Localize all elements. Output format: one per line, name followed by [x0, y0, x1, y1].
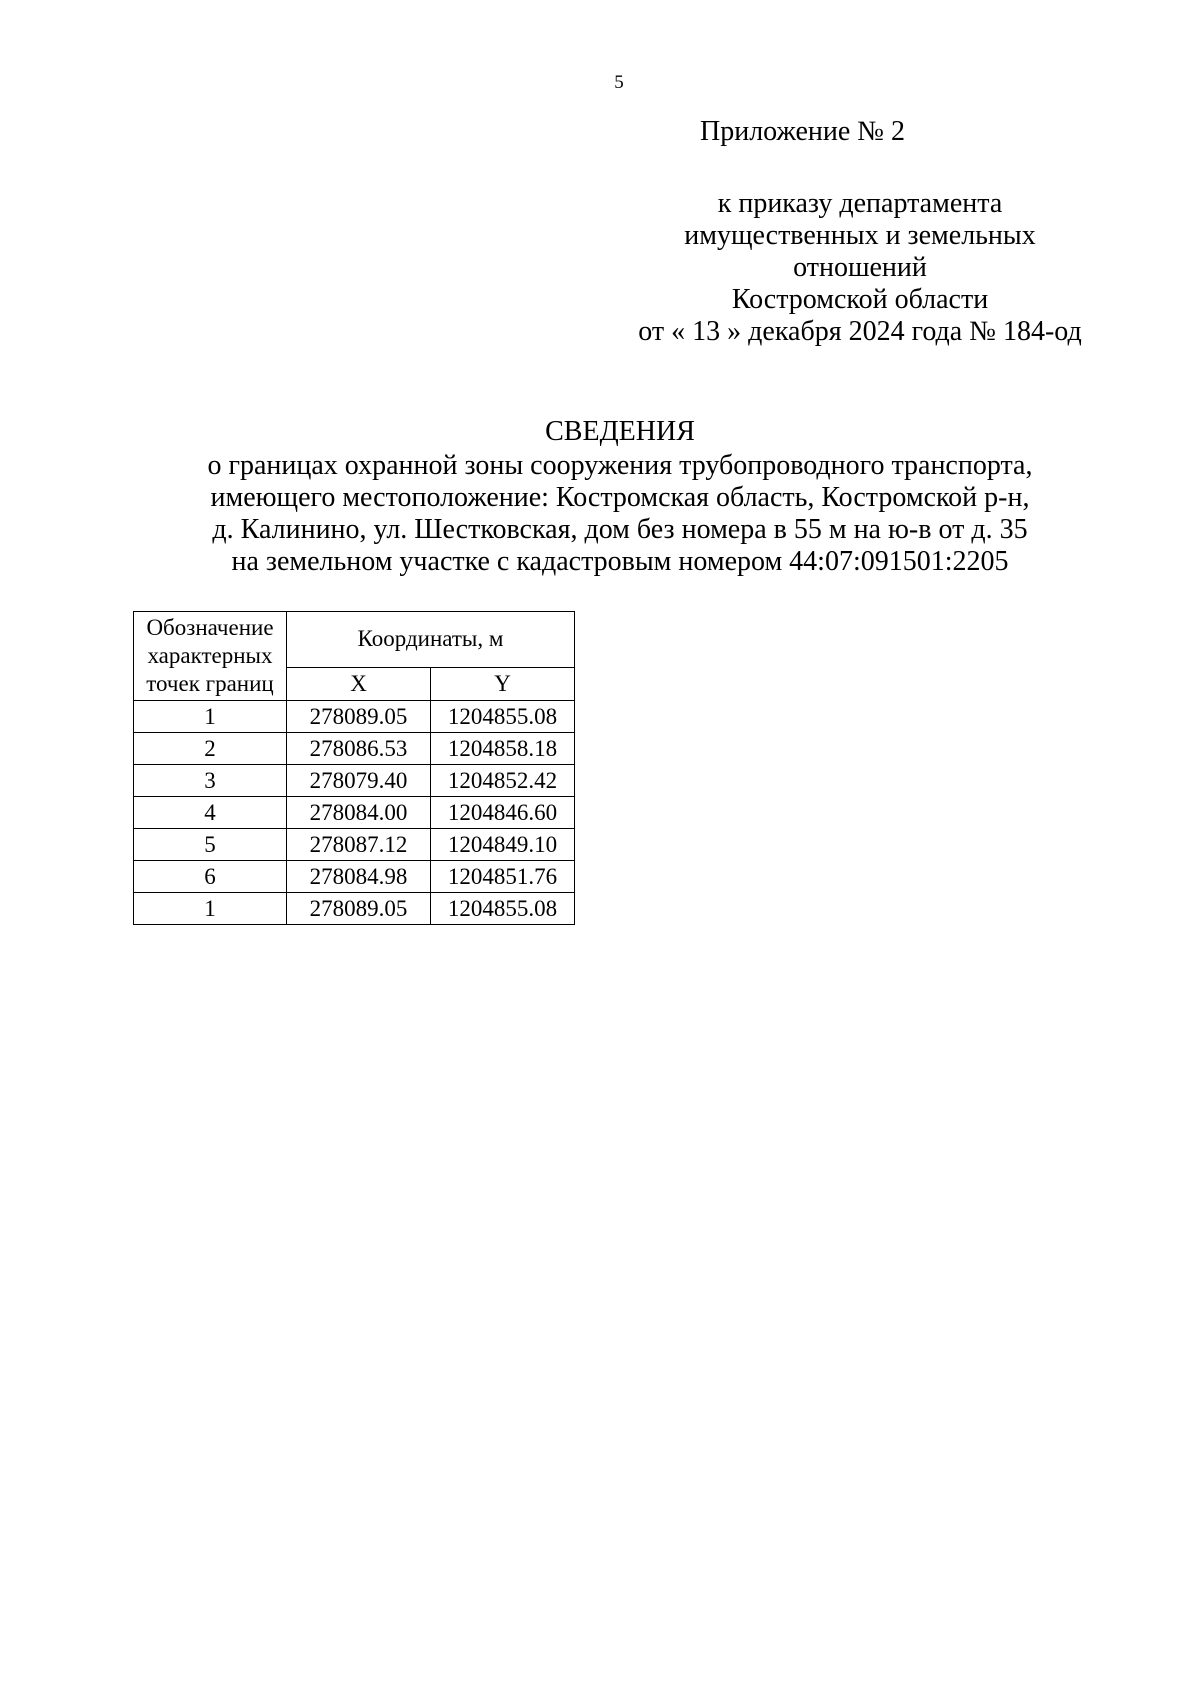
cell-y: 1204846.60 — [431, 797, 575, 829]
cell-x: 278087.12 — [287, 829, 431, 861]
table-row — [134, 797, 575, 829]
appendix-title: Приложение № 2 — [700, 116, 905, 147]
order-line: имущественных и земельных — [684, 220, 1036, 251]
description-line: о границах охранной зоны сооружения трубопроводного транспорта, — [207, 450, 1033, 481]
description-line: имеющего местоположение: Костромская область, Костромской р-н, — [210, 482, 1030, 513]
cell-point: 5 — [134, 829, 287, 861]
table-row — [134, 701, 575, 733]
document-heading: СВЕДЕНИЯ — [545, 416, 695, 447]
table-row — [134, 765, 575, 797]
table-row — [134, 893, 575, 925]
description-line: д. Калинино, ул. Шестковская, дом без номера в 55 м на ю-в от д. 35 — [212, 514, 1028, 545]
header-x: X — [287, 667, 431, 700]
order-line: от « 13 » декабря 2024 года № 184-од — [638, 316, 1082, 347]
header-y: Y — [431, 667, 575, 700]
cell-y: 1204852.42 — [431, 765, 575, 797]
cell-y: 1204849.10 — [431, 829, 575, 861]
cell-y: 1204858.18 — [431, 733, 575, 765]
order-line: Костромской области — [731, 284, 989, 315]
cell-x: 278084.00 — [287, 797, 431, 829]
page-number: 5 — [614, 72, 624, 93]
order-line: отношений — [793, 252, 927, 283]
cell-point: 1 — [134, 893, 287, 925]
cell-point: 4 — [134, 797, 287, 829]
cell-x: 278089.05 — [287, 701, 431, 733]
cell-x: 278084.98 — [287, 861, 431, 893]
cell-y: 1204855.08 — [431, 701, 575, 733]
header-point-designation: Обозначение характерных точек границ — [134, 612, 287, 701]
cell-x: 278086.53 — [287, 733, 431, 765]
cell-y: 1204851.76 — [431, 861, 575, 893]
table-row — [134, 733, 575, 765]
cell-point: 1 — [134, 701, 287, 733]
document-description — [100, 450, 1140, 578]
order-line: к приказу департамента — [717, 188, 1003, 219]
cell-point: 6 — [134, 861, 287, 893]
cell-point: 3 — [134, 765, 287, 797]
table-row — [134, 829, 575, 861]
cell-x: 278079.40 — [287, 765, 431, 797]
cell-point: 2 — [134, 733, 287, 765]
cell-y: 1204855.08 — [431, 893, 575, 925]
description-line: на земельном участке с кадастровым номером 44:07:091501:2205 — [231, 546, 1009, 577]
order-reference — [560, 188, 1160, 348]
header-coordinates: Координаты, м — [287, 612, 575, 668]
table-row — [134, 861, 575, 893]
coordinates-table — [133, 611, 575, 925]
cell-x: 278089.05 — [287, 893, 431, 925]
